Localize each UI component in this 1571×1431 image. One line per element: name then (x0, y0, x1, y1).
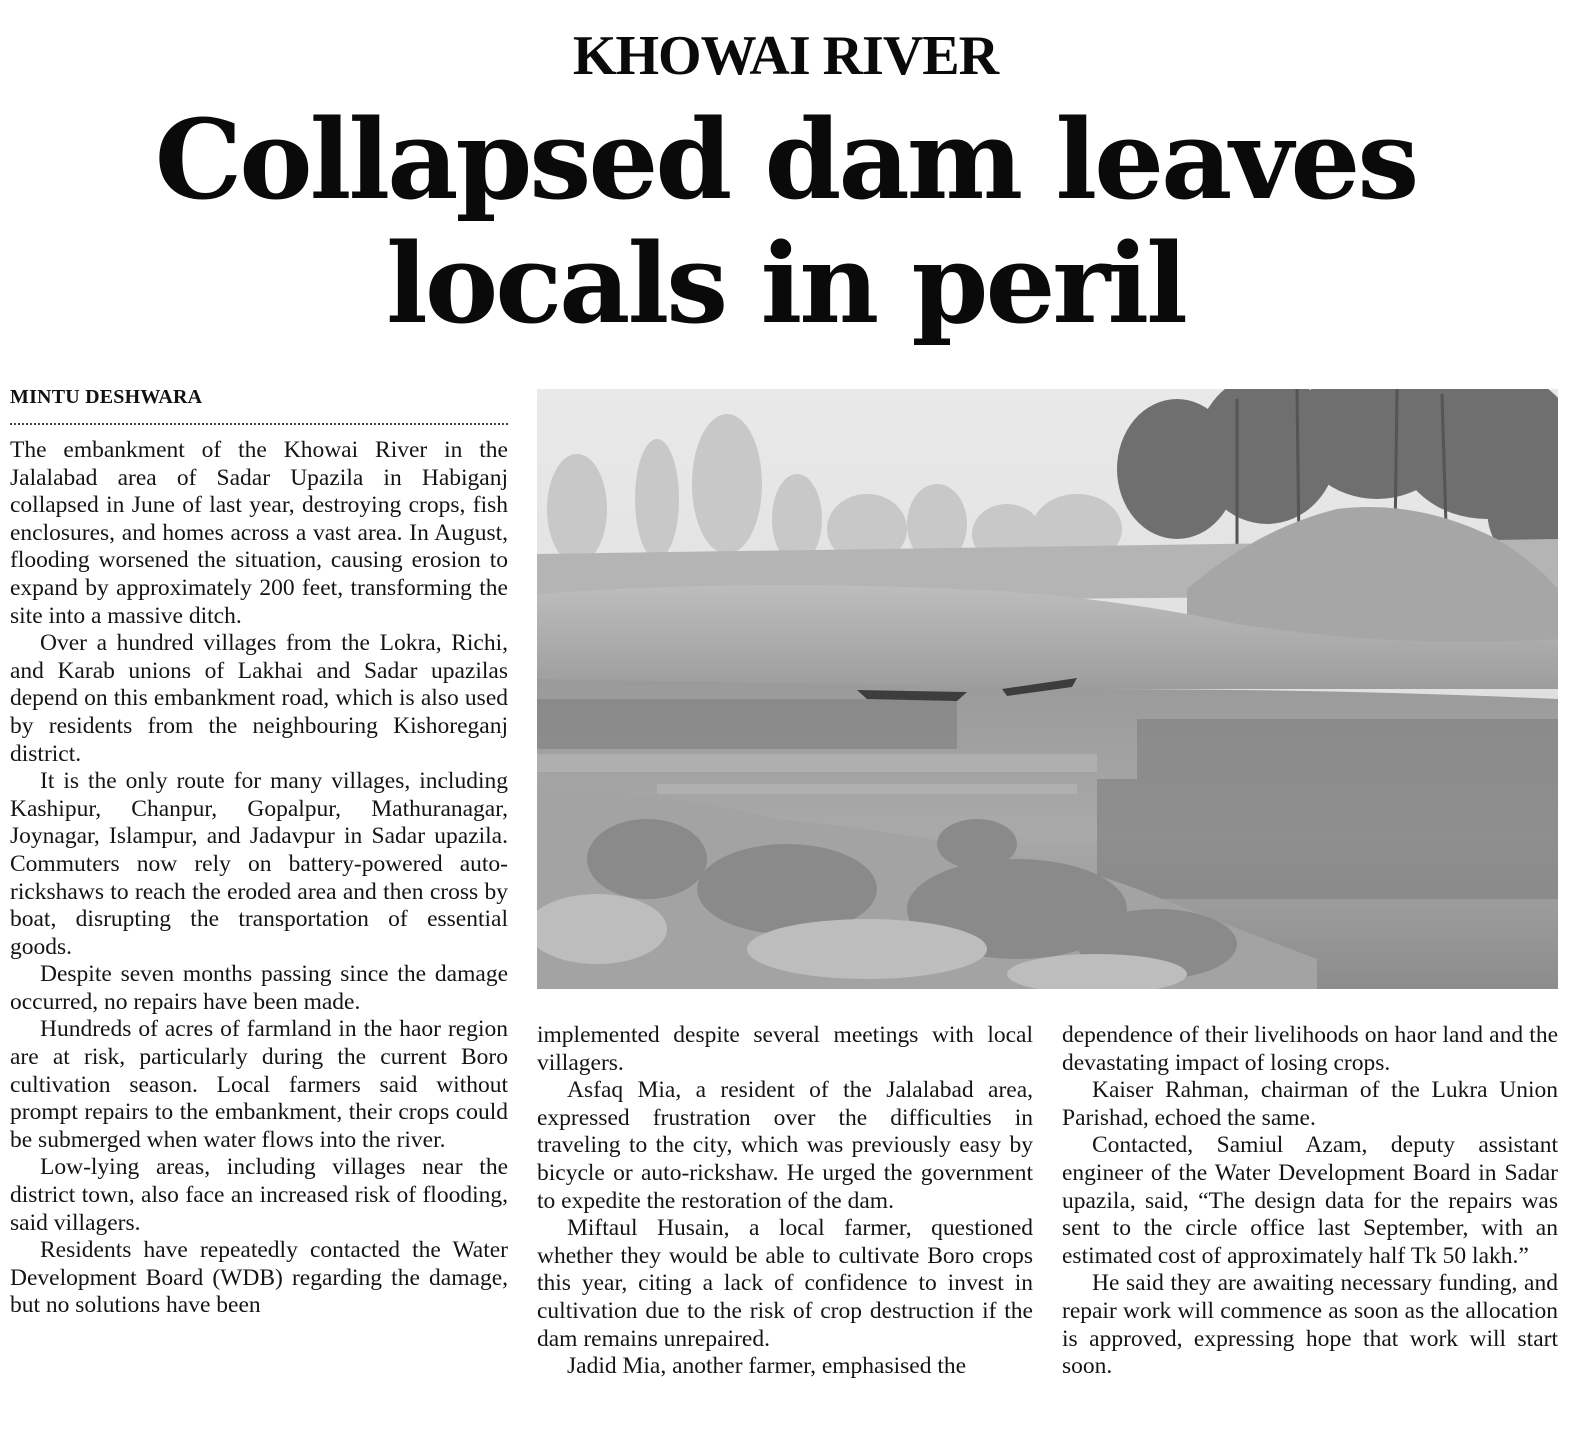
article-column-2 (537, 1022, 1033, 1381)
paragraph: It is the only route for many villages, including Kashipur, Chanpur, Gopalpur, Mathuranagar, Joynagar, Islampur, and Jadavpur in Sadar upazila. Commuters now rely on battery-powered auto-rickshaws to reach the eroded area and then cross by boat, disrupting the transportation of essential goods. (10, 768, 508, 960)
paragraph: Contacted, Samiul Azam, deputy assistant engineer of the Water Development Board in Sadar upazila, said, “The design data for the repairs was sent to the circle office last September, with an estimated cost of approximately half Tk 50 lakh.” (1062, 1132, 1558, 1269)
paragraph: He said they are awaiting necessary funding, and repair work will commence as soon as the allocation is approved, expressing hope that work will start soon. (1062, 1270, 1558, 1380)
paragraph: Hundreds of acres of farmland in the haor region are at risk, particularly during the current Boro cultivation season. Local farmers said without prompt repairs to the embankment, their crops could be submerged when water flows into the river. (10, 1016, 508, 1153)
article-column-3 (1062, 1022, 1558, 1381)
paragraph: Kaiser Rahman, chairman of the Lukra Union Parishad, echoed the same. (1062, 1077, 1558, 1131)
headline-line-2: locals in peril (386, 219, 1185, 348)
paragraph: Despite seven months passing since the damage occurred, no repairs have been made. (10, 961, 508, 1015)
paragraph: implemented despite several meetings with local villagers. (537, 1022, 1033, 1076)
paragraph: Jadid Mia, another farmer, emphasised the (567, 1353, 967, 1380)
article-column-1 (10, 437, 508, 1320)
paragraph: Over a hundred villages from the Lokra, Richi, and Karab unions of Lakhai and Sadar upazilas depend on this embankment road, which is also used by residents from the neighbouring Kishoreganj district. (10, 630, 508, 767)
headline (0, 95, 1571, 348)
paragraph: Miftaul Husain, a local farmer, questioned whether they would be able to cultivate Boro crops this year, citing a lack of confidence to invest in cultivation due to the risk of crop destruction if the dam remains unrepaired. (537, 1215, 1033, 1352)
headline-line-1: Collapsed dam leaves (154, 95, 1417, 224)
byline-divider (10, 423, 508, 425)
paragraph: The embankment of the Khowai River in the Jalalabad area of Sadar Upazila in Habiganj collapsed in June of last year, destroying crops, fish enclosures, and homes across a vast area. In August, flooding worsened the situation, causing erosion to expand by approximately 200 feet, transforming the site into a massive ditch. (10, 437, 508, 629)
river-photo (537, 389, 1558, 989)
paragraph: Asfaq Mia, a resident of the Jalalabad area, expressed frustration over the difficulties in traveling to the city, which was previously easy by bicycle or auto-rickshaw. He urged the government to expedite the restoration of the dam. (537, 1077, 1033, 1214)
paragraph: Low-lying areas, including villages near the district town, also face an increased risk of flooding, said villagers. (10, 1154, 508, 1236)
section-kicker: KHOWAI RIVER (572, 25, 999, 87)
paragraph: dependence of their livelihoods on haor land and the devastating impact of losing crops. (1062, 1022, 1558, 1076)
paragraph: Residents have repeatedly contacted the Water Development Board (WDB) regarding the damage, but no solutions have been (10, 1237, 508, 1319)
byline: MINTU DESHWARA (10, 386, 203, 408)
eroded-embankment-river-image (537, 389, 1558, 989)
